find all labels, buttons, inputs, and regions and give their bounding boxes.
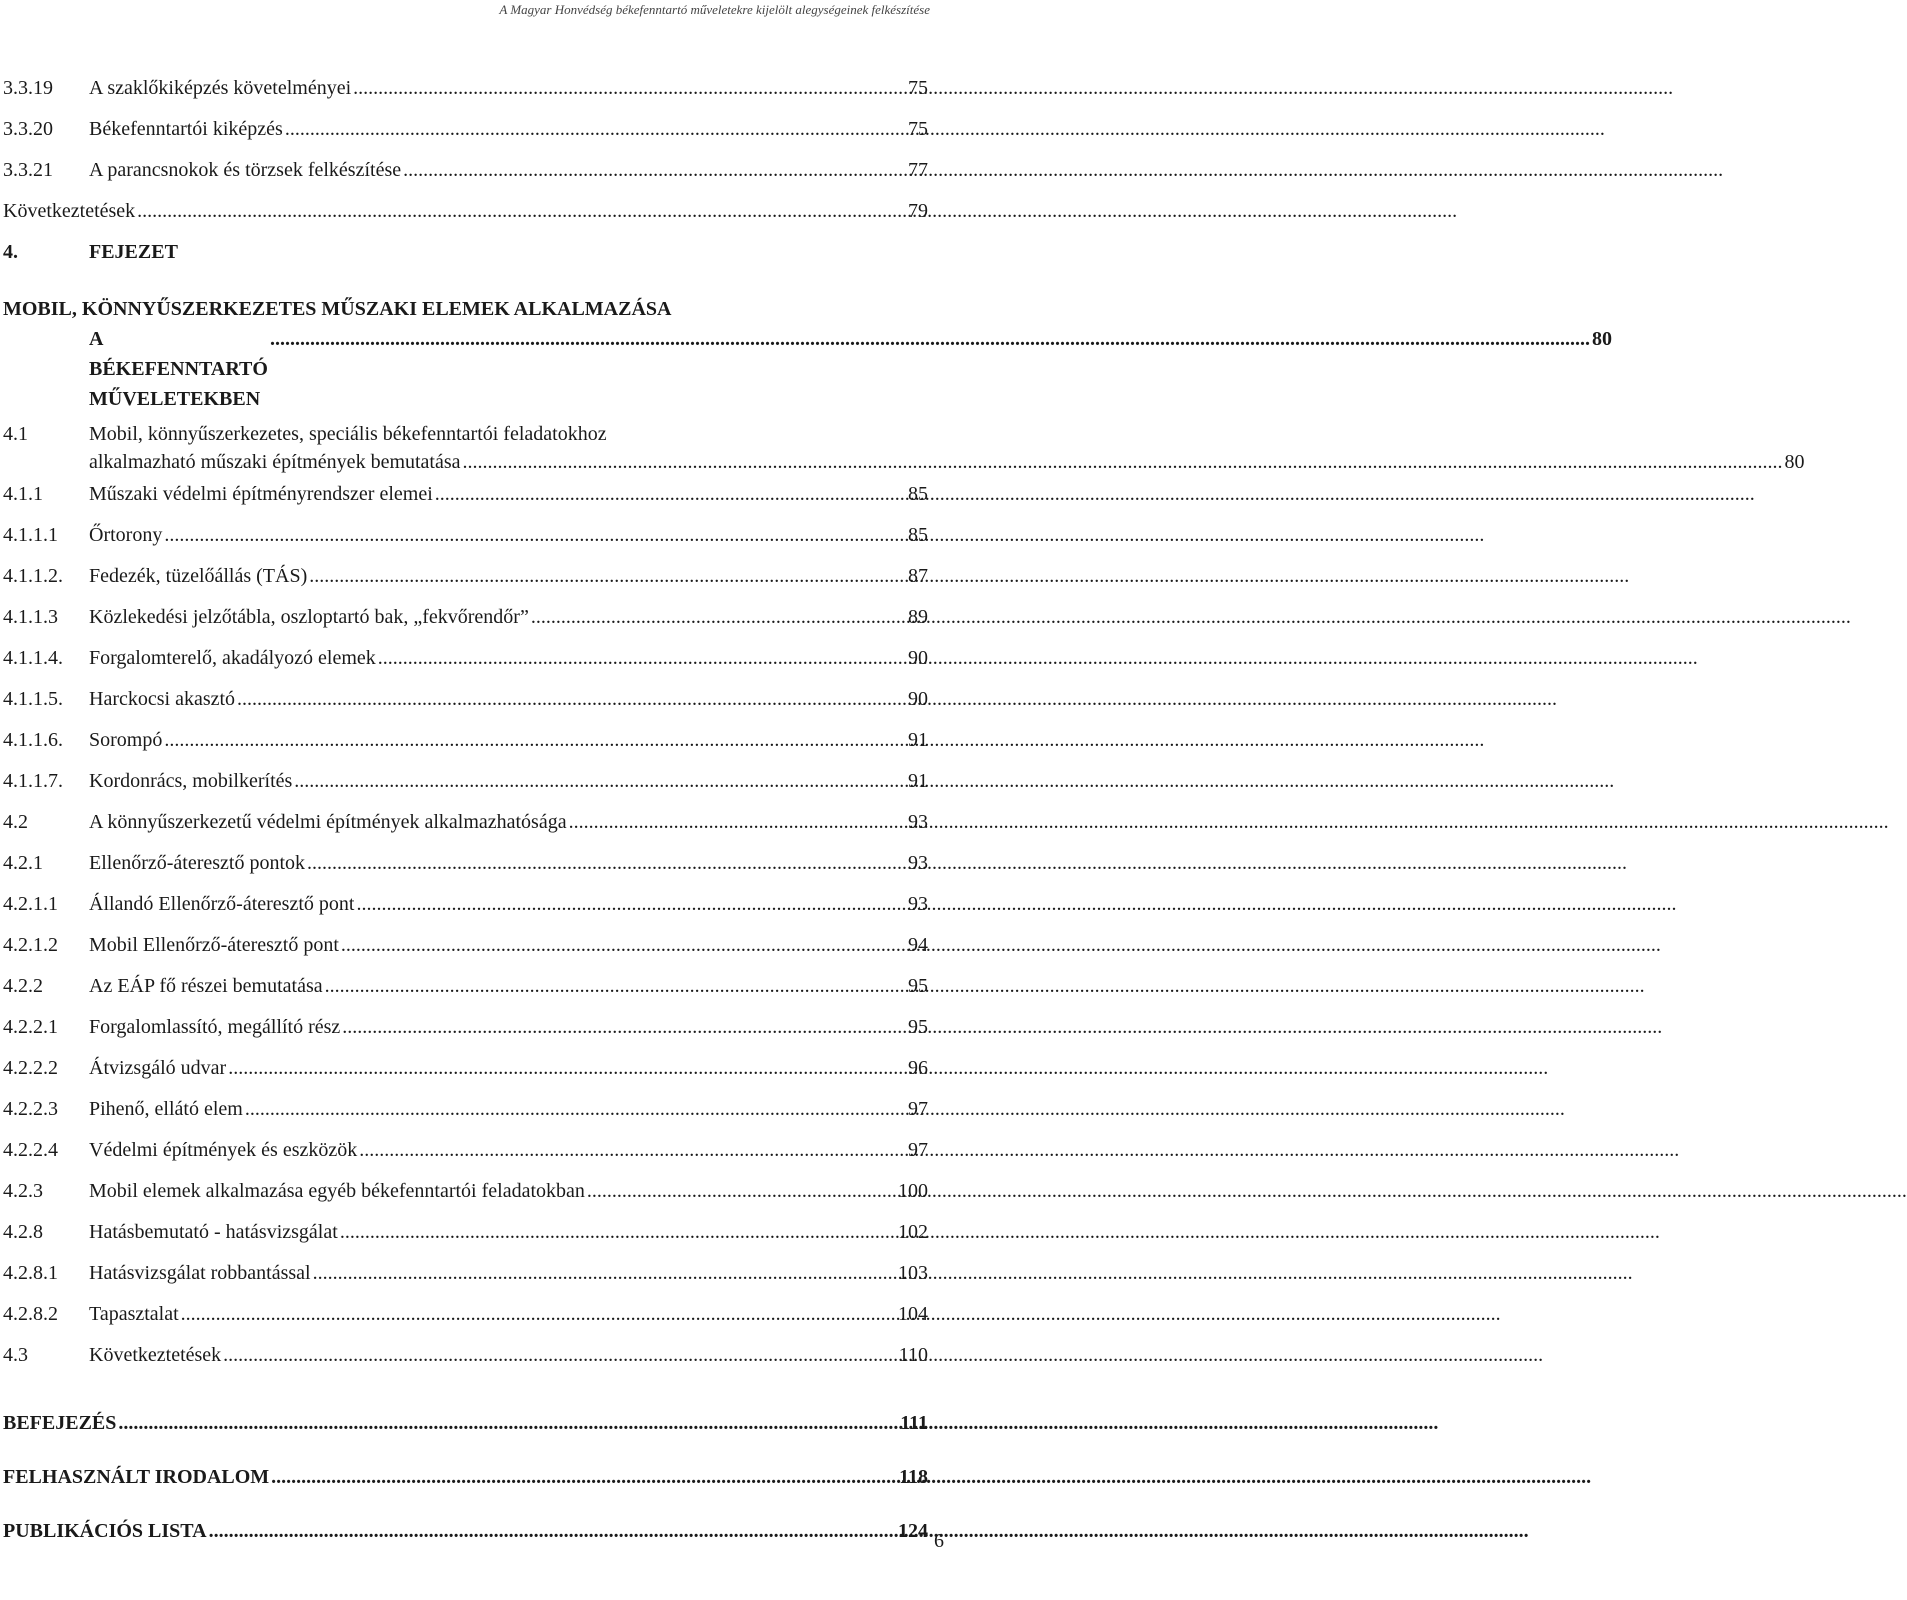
toc-entry-number: 4.1.1.4. xyxy=(3,647,63,669)
toc-leader-dots xyxy=(309,564,906,588)
toc-entry-title: Állandó Ellenőrző-áteresztő pont xyxy=(89,893,355,915)
toc-entry-title: Következtetések xyxy=(89,1344,222,1366)
toc-entry[interactable] xyxy=(3,974,928,1015)
toc-entry[interactable] xyxy=(3,199,928,240)
toc-entry-number: 4.2.8.2 xyxy=(3,1303,58,1325)
toc-entry-number: 4.1.1.7. xyxy=(3,770,63,792)
toc-entry-title: Pihenő, ellátó elem xyxy=(89,1098,243,1120)
toc-entry-page: 97 xyxy=(908,1098,928,1120)
toc-entry-page: 104 xyxy=(898,1303,928,1325)
toc-entry-page: 87 xyxy=(908,565,928,587)
toc-entry[interactable] xyxy=(3,1343,928,1384)
toc-entry-title: Fedezék, tüzelőállás (TÁS) xyxy=(89,565,308,587)
toc-entry-title: Műszaki védelmi építményrendszer elemei xyxy=(89,483,433,505)
toc-entry-title: FELHASZNÁLT IRODALOM xyxy=(3,1466,270,1488)
toc-entry-title: A könnyűszerkezetű védelmi építmények alkalmazhatósága xyxy=(89,811,567,833)
toc-leader-dots xyxy=(223,1343,897,1367)
toc-entry[interactable] xyxy=(3,76,928,117)
toc-entry-page: 95 xyxy=(908,1016,928,1038)
toc-entry[interactable] xyxy=(3,1015,928,1056)
toc-chapter-title-line2: A BÉKEFENNTARTÓ MŰVELETEKBEN xyxy=(89,328,268,410)
toc-entry-page: 110 xyxy=(898,1344,928,1366)
toc-entry[interactable] xyxy=(3,892,928,933)
toc-entry-number: 4.2.8 xyxy=(3,1221,43,1243)
toc-leader-dots xyxy=(341,933,906,957)
toc-entry-number: 4.1.1 xyxy=(3,483,43,505)
toc-leader-dots xyxy=(313,1261,896,1285)
toc-entry-number: 4.2.8.1 xyxy=(3,1262,58,1284)
toc-leader-dots xyxy=(271,1465,897,1489)
toc-entry-number: 4.1.1.2. xyxy=(3,565,63,587)
toc-entry-title: A parancsnokok és törzsek felkészítése xyxy=(89,159,402,181)
toc-leader-dots xyxy=(237,687,906,711)
toc-entry-title: Következtetések xyxy=(3,200,136,222)
toc-entry-number: 4.2 xyxy=(3,811,28,833)
toc-entry[interactable] xyxy=(3,1179,928,1220)
toc-entry[interactable] xyxy=(3,1097,928,1138)
toc-leader-dots xyxy=(587,1179,896,1203)
toc-chapter-label-text: FEJEZET xyxy=(89,241,178,263)
toc-entry-title-line1: Mobil, könnyűszerkezetes, speciális békefenntartói feladatokhoz xyxy=(89,423,607,445)
toc-entry-page: 75 xyxy=(908,77,928,99)
toc-entry-page: 124 xyxy=(898,1520,928,1542)
toc-entry-page: 77 xyxy=(908,159,928,181)
toc-entry-title: Kordonrács, mobilkerítés xyxy=(89,770,293,792)
running-header: A Magyar Honvédség békefenntartó műveletekre kijelölt alegységeinek felkészítése xyxy=(499,2,930,17)
toc-entry-page: 102 xyxy=(898,1221,928,1243)
toc-entry-page: 96 xyxy=(908,1057,928,1079)
toc-entry-title: Hatásbemutató - hatásvizsgálat xyxy=(89,1221,338,1243)
toc-entry-page: 93 xyxy=(908,852,928,874)
toc-entry-title: PUBLIKÁCIÓS LISTA xyxy=(3,1520,207,1542)
toc-entry-number: 4.2.3 xyxy=(3,1180,43,1202)
toc-entry-page: 91 xyxy=(908,729,928,751)
toc-entry[interactable] xyxy=(3,810,928,851)
toc-leader-dots xyxy=(228,1056,906,1080)
toc-entry[interactable] xyxy=(3,117,928,158)
toc-entry-title: Mobil elemek alkalmazása egyéb békefenntartói feladatokban xyxy=(89,1180,585,1202)
toc-entry-number: 3.3.19 xyxy=(3,77,53,99)
toc-leader-dots xyxy=(356,892,906,916)
toc-entry[interactable] xyxy=(3,646,928,687)
toc-entry-number: 4.2.2.1 xyxy=(3,1016,58,1038)
toc-entry-title: Ellenőrző-áteresztő pontok xyxy=(89,852,306,874)
toc-entry-number: 4.1.1.1 xyxy=(3,524,58,546)
toc-entry[interactable] xyxy=(3,482,928,523)
toc-entry-title: Őrtorony xyxy=(89,524,163,546)
toc-entry-title: Átvizsgáló udvar xyxy=(89,1057,227,1079)
toc-leader-dots xyxy=(359,1138,906,1162)
toc-entry-number: 4.1 xyxy=(3,423,28,445)
toc-entry-title: Hatásvizsgálat robbantással xyxy=(89,1262,311,1284)
toc-leader-dots xyxy=(181,1302,896,1326)
toc-entry-page: 94 xyxy=(908,934,928,956)
toc-back-matter-entry[interactable] xyxy=(3,1450,928,1504)
toc-entry[interactable] xyxy=(3,420,1805,476)
toc-entry-page: 91 xyxy=(908,770,928,792)
toc-chapter-title-line2-row xyxy=(3,324,1612,414)
toc-leader-dots xyxy=(463,448,1783,476)
toc-leader-dots xyxy=(270,324,1590,354)
toc-entry[interactable] xyxy=(3,851,928,892)
toc-leader-dots xyxy=(245,1097,906,1121)
toc-entry-page: 103 xyxy=(898,1262,928,1284)
toc-leader-dots xyxy=(285,117,906,141)
table-of-contents xyxy=(3,76,1805,1558)
toc-entry-number: 4.1.1.6. xyxy=(3,729,63,751)
toc-leader-dots xyxy=(569,810,906,834)
toc-entry[interactable] xyxy=(3,605,928,646)
toc-entry-title: Védelmi építmények és eszközök xyxy=(89,1139,358,1161)
toc-leader-dots xyxy=(209,1519,896,1543)
toc-entry-page: 100 xyxy=(898,1180,928,1202)
toc-chapter-page: 80 xyxy=(1591,328,1612,350)
toc-entry-number: 3.3.21 xyxy=(3,159,53,181)
toc-entry-number: 4.2.2.2 xyxy=(3,1057,58,1079)
toc-leader-dots xyxy=(403,158,906,182)
toc-entry-title: Sorompó xyxy=(89,729,163,751)
toc-entry-page: 93 xyxy=(908,893,928,915)
toc-leader-dots xyxy=(164,728,906,752)
toc-back-matter-entry[interactable] xyxy=(3,1504,928,1558)
toc-entry[interactable] xyxy=(3,1261,928,1302)
toc-entry-number: 4.1.1.3 xyxy=(3,606,58,628)
toc-leader-dots xyxy=(378,646,906,670)
toc-entry[interactable] xyxy=(3,687,928,728)
toc-entry[interactable] xyxy=(3,523,928,564)
toc-entry[interactable] xyxy=(3,769,928,810)
toc-entry-page: 97 xyxy=(908,1139,928,1161)
toc-entry[interactable] xyxy=(3,158,928,199)
toc-entry[interactable] xyxy=(3,933,928,974)
toc-leader-dots xyxy=(531,605,906,629)
toc-chapter-title[interactable] xyxy=(3,292,1612,414)
toc-entry[interactable] xyxy=(3,1220,928,1261)
page-number: 6 xyxy=(934,1530,944,1552)
toc-back-matter-entry[interactable] xyxy=(3,1396,928,1450)
toc-entry-title: Az EÁP fő részei bemutatása xyxy=(89,975,323,997)
toc-entry-title: Forgalomterelő, akadályozó elemek xyxy=(89,647,376,669)
toc-entry-page: 75 xyxy=(908,118,928,140)
toc-chapter-title-line1: MOBIL, KÖNNYŰSZERKEZETES MŰSZAKI ELEMEK ALKALMAZÁSA xyxy=(3,298,672,320)
toc-entry-page: 89 xyxy=(908,606,928,628)
toc-leader-dots xyxy=(340,1220,896,1244)
toc-entry-number: 4.2.2.4 xyxy=(3,1139,58,1161)
toc-entry-title: BEFEJEZÉS xyxy=(3,1412,117,1434)
toc-entry-number: 4.2.2 xyxy=(3,975,43,997)
toc-entry[interactable] xyxy=(3,564,928,605)
toc-entry-title: Tapasztalat xyxy=(89,1303,179,1325)
toc-entry-number: 3.3.20 xyxy=(3,118,53,140)
toc-entry-number: 4.3 xyxy=(3,1344,28,1366)
toc-leader-dots xyxy=(164,523,906,547)
toc-entry-number: 4.2.2.3 xyxy=(3,1098,58,1120)
toc-entry-page: 95 xyxy=(908,975,928,997)
toc-entry-number: 4.1.1.5. xyxy=(3,688,63,710)
toc-entry-page: 80 xyxy=(1784,451,1805,473)
toc-entry[interactable] xyxy=(3,1056,928,1097)
toc-entry-page: 90 xyxy=(908,688,928,710)
toc-leader-dots xyxy=(294,769,906,793)
toc-entry-page: 93 xyxy=(908,811,928,833)
toc-entry-title: Harckocsi akasztó xyxy=(89,688,236,710)
toc-entry-page: 111 xyxy=(900,1412,928,1434)
toc-entry-page: 85 xyxy=(908,524,928,546)
toc-entry-number: 4.2.1 xyxy=(3,852,43,874)
toc-leader-dots xyxy=(307,851,906,875)
toc-entry-page: 118 xyxy=(899,1466,928,1488)
toc-entry[interactable] xyxy=(3,1138,928,1179)
toc-chapter-label xyxy=(3,240,928,292)
toc-entry-page: 79 xyxy=(908,200,928,222)
toc-entry-number: 4.2.1.2 xyxy=(3,934,58,956)
toc-leader-dots xyxy=(118,1411,898,1435)
toc-leader-dots xyxy=(353,76,906,100)
toc-entry-page: 90 xyxy=(908,647,928,669)
toc-entry-page: 85 xyxy=(908,483,928,505)
toc-leader-dots xyxy=(325,974,906,998)
toc-leader-dots xyxy=(137,199,906,223)
toc-leader-dots xyxy=(435,482,906,506)
toc-entry-title: Forgalomlassító, megállító rész xyxy=(89,1016,341,1038)
toc-entry-title: Békefenntartói kiképzés xyxy=(89,118,283,140)
toc-leader-dots xyxy=(342,1015,906,1039)
toc-entry-title-line2: alkalmazható műszaki építmények bemutatása xyxy=(89,451,461,473)
toc-entry[interactable] xyxy=(3,728,928,769)
toc-entry-title: Mobil Ellenőrző-áteresztő pont xyxy=(89,934,339,956)
toc-entry-title: A szaklőkiképzés követelményei xyxy=(89,77,352,99)
toc-entry-number: 4.2.1.1 xyxy=(3,893,58,915)
toc-entry-title: Közlekedési jelzőtábla, oszloptartó bak, „fekvőrendőr” xyxy=(89,606,529,628)
toc-entry[interactable] xyxy=(3,1302,928,1343)
toc-chapter-number: 4. xyxy=(3,241,18,263)
